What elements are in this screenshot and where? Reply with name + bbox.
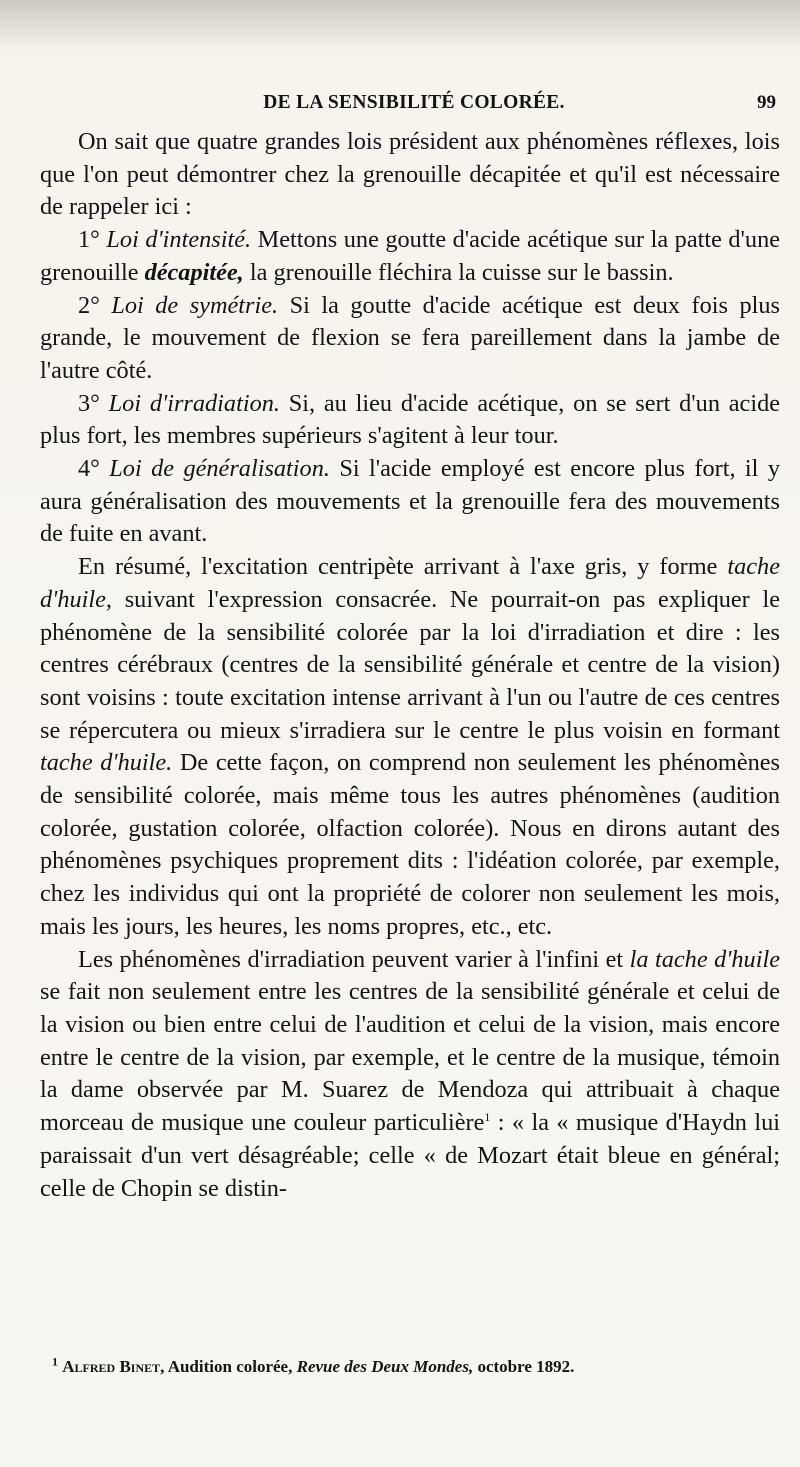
emphasis-text: tache d'huile, (40, 553, 780, 613)
emphasis-text: décapitée, (144, 258, 244, 286)
running-title: DE LA SENSIBILITÉ COLORÉE. (263, 92, 565, 113)
paragraph-law-intensity (40, 224, 780, 289)
paragraph-text: Si la goutte d'acide acétique est deux fois plus grande, le mouvement de flexion se fera pareillement dans la jambe de l'autre côté. (40, 291, 780, 384)
footnote (52, 1356, 772, 1378)
body-text (40, 126, 780, 1205)
page-number: 99 (757, 92, 776, 113)
paragraph-text: se fait non seulement entre les centres de la sensibilité générale et celui de la vision ou bien entre celui de l'audition et celui de la vision, mais encore entre le centre de la vision, par exemple, et le centre de la musique, témoin la dame observée par M. Suarez de Mendoza qui attribuait à chaque morceau de musique une couleur particulière (40, 978, 780, 1137)
running-head (52, 90, 776, 120)
paragraph-summary (40, 551, 780, 943)
footnote-date: octobre 1892. (477, 1357, 575, 1376)
law-number: 1° (78, 226, 100, 254)
law-title: Loi de généralisation. (109, 455, 330, 483)
paragraph-text: On sait que quatre grandes lois président aux phénomènes réflexes, lois que l'on peut démontrer chez la grenouille décapitée et qu'il est nécessaire de rappeler ici : (40, 128, 780, 221)
paragraph-text: Si, au lieu d'acide acétique, on se sert d'un acide plus fort, les membres supérieurs s'agitent à leur tour. (40, 389, 781, 450)
footnote-marker: 1 (52, 1354, 58, 1369)
paragraph-law-generalisation (40, 453, 780, 551)
paragraph-text: Les phénomènes d'irradiation peuvent varier à l'infini et (78, 945, 624, 973)
paragraph-law-symmetry (40, 290, 780, 388)
footnote-author: Alfred Binet, (62, 1357, 165, 1376)
emphasis-text: tache d'huile. (40, 749, 173, 777)
paragraph-text: la grenouille fléchira la cuisse sur le bassin. (249, 258, 674, 286)
paragraph-text: suivant l'expression consacrée. Ne pourrait-on pas expliquer le phénomène de la sensibilité colorée par la loi d'irradiation et dire : les centres cérébraux (centres de la sensibilité générale et centre de la vision) sont voisins : toute excitation intense arrivant à l'un ou l'autre de ces centres se répercutera ou mieux s'irradiera sur le centre le plus voisin en formant (40, 585, 780, 744)
law-title: Loi de symétrie. (111, 291, 279, 319)
footnote-reference[interactable]: 1 (484, 1110, 491, 1124)
paragraph-text: Si l'acide employé est encore plus fort, il y aura généralisation des mouvements et la grenouille fera des mouvements de fuite en avant. (40, 455, 780, 548)
paragraph-text: : « la « musique d'Haydn lui paraissait d'un vert désagréable; celle « de Mozart était bleue en général; celle de Chopin se distin- (40, 1109, 780, 1202)
law-number: 4° (78, 455, 100, 483)
emphasis-text: la tache d'huile (629, 945, 780, 973)
law-number: 2° (78, 291, 100, 319)
footnote-journal: Revue des Deux Mondes, (296, 1357, 474, 1376)
paragraph-text: De cette façon, on comprend non seulement les phénomènes de sensibilité colorée, mais même tous les autres phénomènes (audition colorée, gustation colorée, olfaction colorée). Nous en dirons autant des phénomènes psychiques proprement dits : l'idéation colorée, par exemple, chez les individus qui ont la propriété de colorer non seulement les mois, mais les jours, les heures, les noms propres, etc., etc. (40, 749, 780, 940)
law-title: Loi d'irradiation. (108, 389, 280, 417)
paragraph-text: En résumé, l'excitation centripète arrivant à l'axe gris, y forme (78, 553, 718, 581)
footnote-title: Audition colorée, (167, 1357, 293, 1376)
paragraph-text: Mettons une goutte d'acide acétique sur la patte d'une grenouille (40, 226, 781, 286)
page-edge-shadow (0, 0, 800, 48)
paragraph-intro (40, 126, 780, 224)
paragraph-irradiation-phenomena (40, 944, 780, 1206)
law-title: Loi d'intensité. (106, 226, 252, 254)
law-number: 3° (78, 389, 100, 417)
paragraph-law-irradiation (40, 388, 780, 453)
